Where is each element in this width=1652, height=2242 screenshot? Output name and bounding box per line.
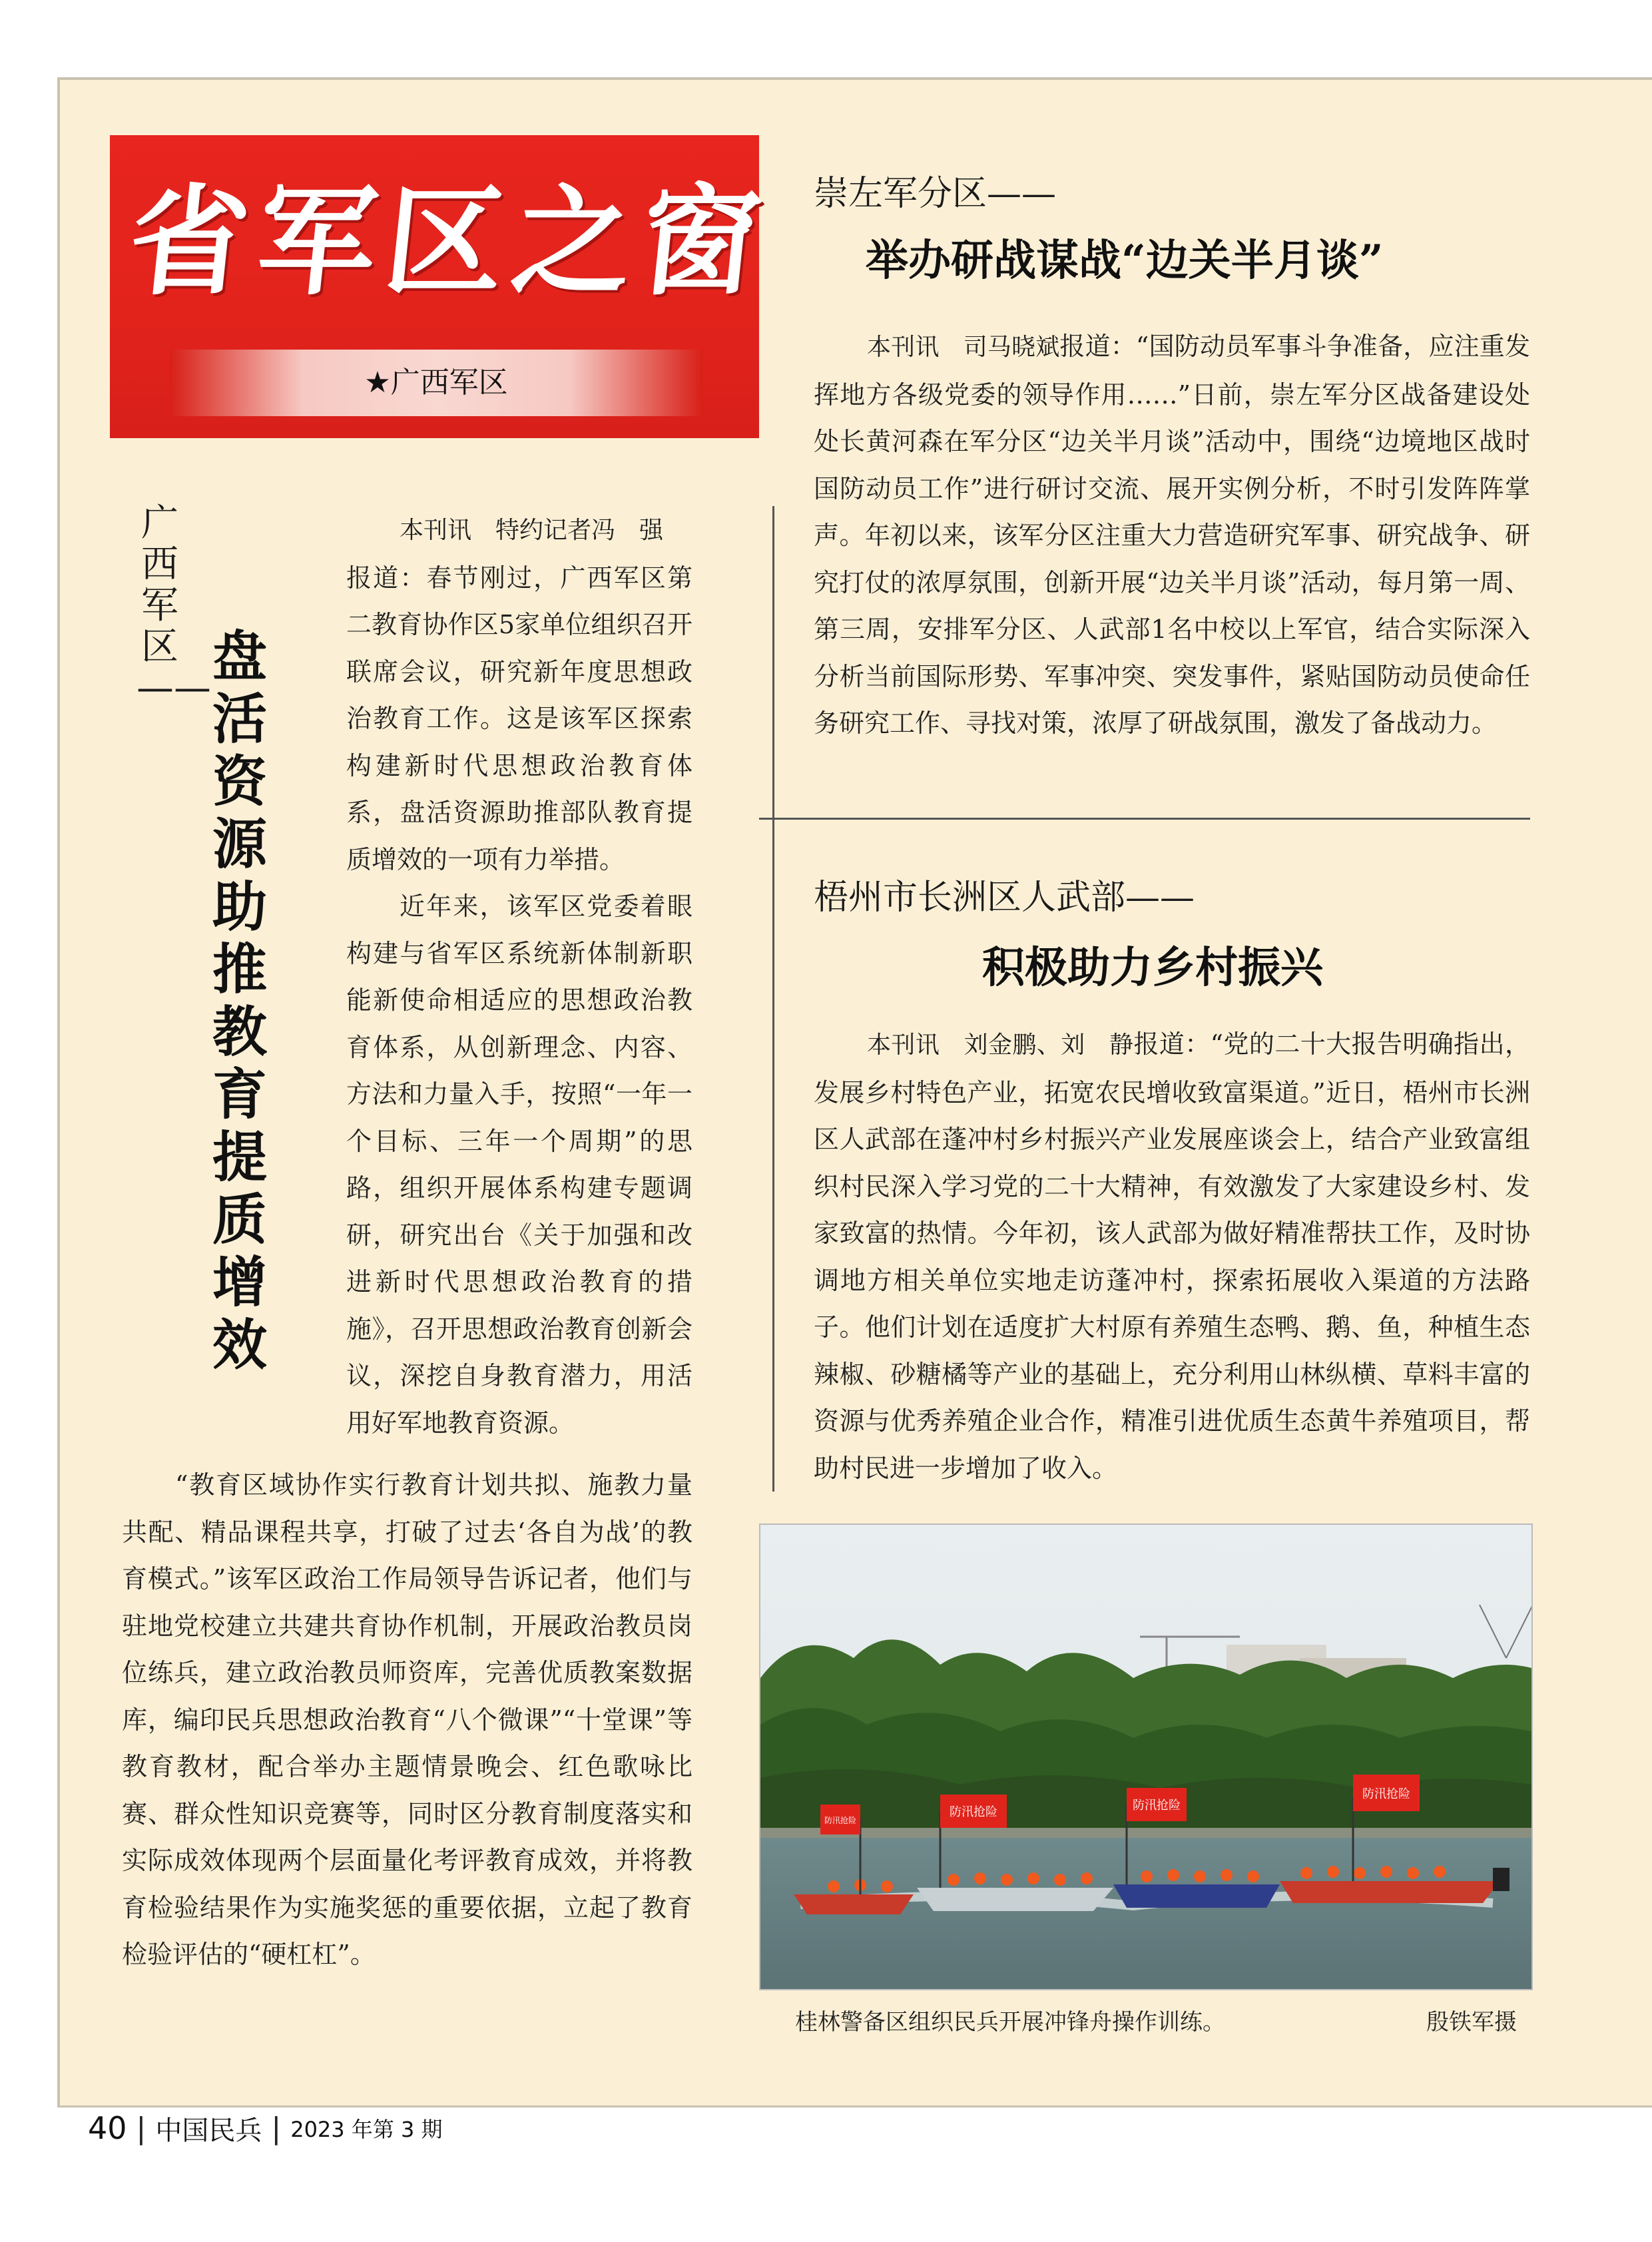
flag-label-0: 防汛抢险	[824, 1816, 857, 1825]
article1-body	[814, 323, 1530, 747]
page-number: 40	[88, 2110, 127, 2146]
section-title: 省军区之窗	[123, 172, 777, 311]
article1-byline: 本刊讯 司马晓斌	[867, 334, 1060, 361]
article2-kicker: 梧州市长洲区人武部——	[814, 878, 1195, 918]
section-header	[110, 135, 777, 438]
article2-text: 报道：“党的二十大报告明确指出，发展乡村特色产业，拓宽农民增收致富渠道。”近日，梧州市长洲区人武部在蓬冲村乡村振兴产业发展座谈会上，结合产业致富组织村民深入学习党的二十大精神，有效激发了大家建设乡村、发家致富的热情。今年初，该人武部为做好精准帮扶工作，及时协调地方相关单位实地走访蓬冲村，探索拓展收入渠道的方法路子。他们计划在适度扩大村原有养殖生态鸭、鹅、鱼，种植生态辣椒、砂糖橘等产业的基础上，充分利用山林纵横、草料丰富的资源与优秀养殖企业合作，精准引进优质生态黄牛养殖项目，帮助村民进一步增加了收入。	[814, 1029, 1530, 1483]
column-divider	[772, 506, 774, 1492]
article2-body	[814, 1021, 1530, 1492]
article2-byline: 本刊讯 刘金鹏、刘 静	[867, 1031, 1134, 1059]
article1-kicker: 崇左军分区——	[814, 174, 1057, 214]
left-article-title: 盘活资源助推教育提质增效	[212, 625, 267, 1377]
section-subtitle: ★广西军区	[170, 350, 702, 416]
left-article-para-2: 近年来，该军区党委着眼构建与省军区系统新体制新职能新使命相适应的思想政治教育体系，从创新理念、内容、方法和力量入手，按照“一年一个目标、三年一个周期”的思路，组织开展体系构建专题调研，研究出台《关于加强和改进新时代思想政治教育的措施》，召开思想政治教育创新会议，深挖自身教育潜力，用活用好军地教育资源。	[346, 892, 692, 1438]
photo-caption-text: 桂林警备区组织民兵开展冲锋舟操作训练。	[795, 2009, 1225, 2036]
photo-caption	[759, 2004, 1530, 2041]
left-article-body-wide	[122, 1462, 692, 1978]
footer-separator-2: |	[271, 2111, 282, 2145]
left-article-para-1: 报道：春节刚过，广西军区第二教育协作区5家单位组织召开联席会议，研究新年度思想政治教育工作。这是该军区探索构建新时代思想政治教育体系，盘活资源助推部队教育提质增效的一项有力举措。	[346, 563, 692, 874]
article1-text: 报道：“国防动员军事斗争准备，应注重发挥地方各级党委的领导作用……”日前，崇左军分区战备建设处处长黄河森在军分区“边关半月谈”活动中，围绕“边境地区战时国防动员工作”进行研讨交流、展开实例分析，不时引发阵阵掌声。年初以来，该军分区注重大力营造研究军事、研究战争、研究打仗的浓厚氛围，创新开展“边关半月谈”活动，每月第一周、第三周，安排军分区、人武部1名中校以上军官，结合实际深入分析当前国际形势、军事冲突、突发事件，紧贴国防动员使命任务研究工作、寻找对策，浓厚了研战氛围，激发了备战动力。	[814, 332, 1530, 738]
flag-label-3: 防汛抢险	[1362, 1787, 1410, 1801]
article-divider	[759, 818, 1530, 820]
photo	[759, 1524, 1533, 1990]
flag-label-1: 防汛抢险	[950, 1805, 997, 1819]
footer-separator-1: |	[136, 2111, 146, 2145]
left-article-para-3: “教育区域协作实行教育计划共拟、施教力量共配、精品课程共享，打破了过去‘各自为战’的教育模式。”该军区政治工作局领导告诉记者，他们与驻地党校建立共建共育协作机制，开展政治教员岗位练兵，建立政治教员师资库，完善优质教案数据库，编印民兵思想政治教育“八个微课”“十堂课”等教育教材，配合举办主题情景晚会、红色歌咏比赛、群众性知识竞赛等，同时区分教育制度落实和实际成效体现两个层面量化考评教育成效，并将教育检验结果作为实施奖惩的重要依据，立起了教育检验评估的“硬杠杠”。	[122, 1470, 692, 1969]
article1-headline: 举办研战谋战“边关半月谈”	[866, 236, 1384, 286]
flag-label-2: 防汛抢险	[1133, 1799, 1181, 1813]
left-article-body-narrow	[346, 506, 692, 1446]
boat-training-photo	[760, 1525, 1531, 1989]
article2-headline: 积极助力乡村振兴	[982, 943, 1323, 993]
issue-label: 2023 年第 3 期	[290, 2117, 443, 2142]
photo-credit: 殷铁军摄	[1426, 2009, 1517, 2036]
publication-name: 中国民兵	[155, 2115, 262, 2146]
left-article-byline: 本刊讯 特约记者冯 强	[400, 517, 664, 544]
page-footer	[88, 2108, 443, 2148]
left-article-kicker: 广西军区——	[137, 501, 211, 710]
